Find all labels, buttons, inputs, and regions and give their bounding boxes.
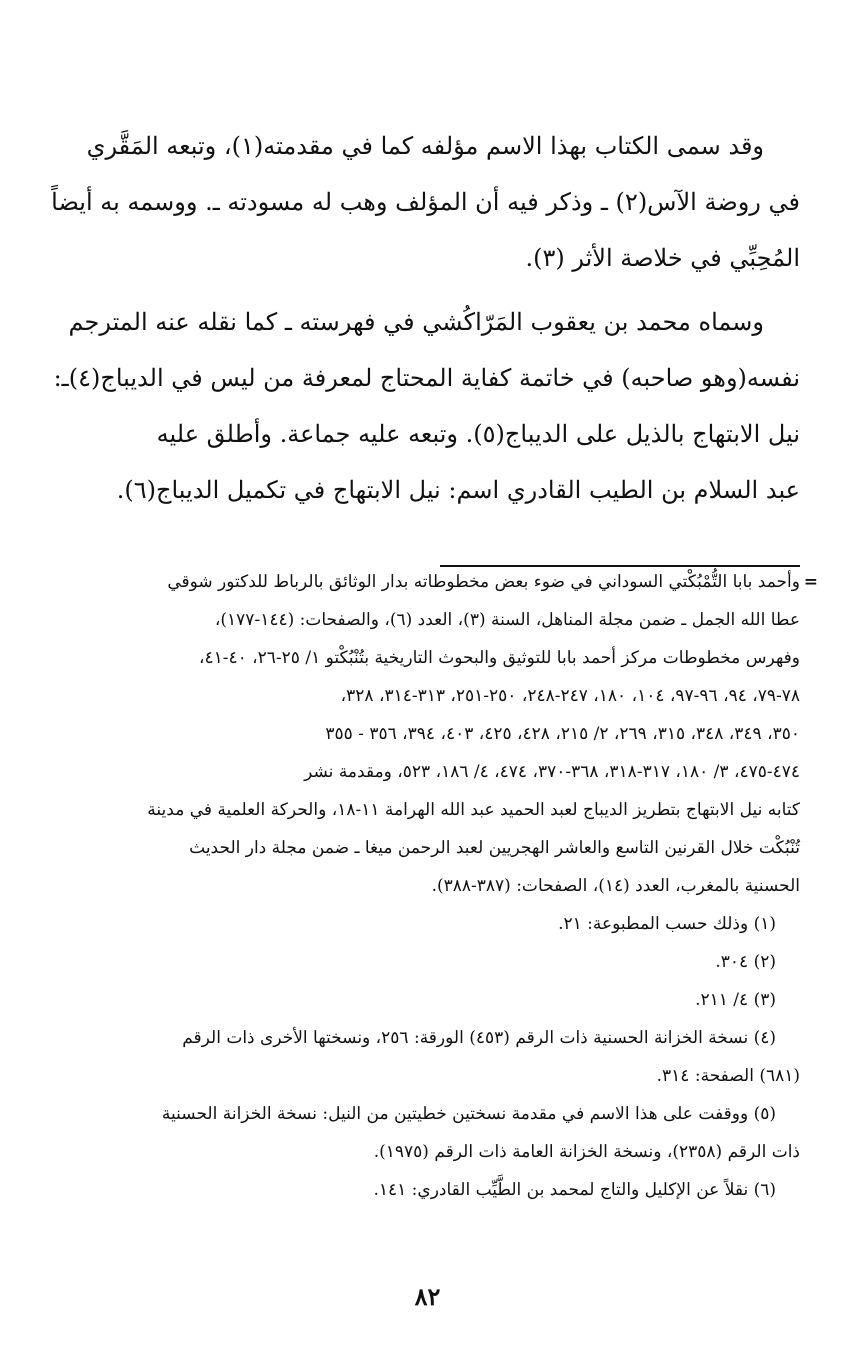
text-line: في روضة الآس(٢) ـ وذكر فيه أن المؤلف وهب له مسودته ـ. ووسمه به أيضاً <box>51 188 800 216</box>
paragraph-1 <box>51 118 800 286</box>
text-line: وقد سمى الكتاب بهذا الاسم مؤلفه كما في مقدمته(١)، وتبعه المَقَّري <box>86 132 764 160</box>
continuation-mark: = <box>803 572 818 592</box>
text-line: وسماه محمد بن يعقوب المَرّاكُشي في فهرسته ـ كما نقله عنه المترجم <box>68 308 764 336</box>
footnote-2 <box>50 943 800 981</box>
footnote-line: الحسنية بالمغرب، العدد (١٤)، الصفحات: (٣٨٧-٣٨٨). <box>431 876 800 896</box>
text-line: عبد السلام بن الطيب القادري اسم: نيل الابتهاج في تكميل الديباج(٦). <box>116 476 800 504</box>
text-line: نيل الابتهاج بالذيل على الديباج(٥). وتبعه عليه جماعة. وأطلق عليه <box>156 420 800 448</box>
footnote-line: تُنْبُكْت خلال القرنين التاسع والعاشر الهجريين لعبد الرحمن ميغا ـ ضمن مجلة دار الحديث <box>189 838 800 858</box>
text-line: المُحِبِّي في خلاصة الأثر (٣). <box>525 244 800 272</box>
footnote-line: وفهرس مخطوطات مركز أحمد بابا للتوثيق والبحوث التاريخية بتُنْبُكْتو ١/ ٢٥-٢٦، ٤٠-٤١، <box>198 648 800 668</box>
footnote-continuation <box>50 563 818 905</box>
footnote-line: ٤٧٤-٤٧٥، ٣/ ١٨٠، ٣١٧-٣١٨، ٣٦٨-٣٧٠، ٤٧٤، ٤/ ١٨٦، ٥٢٣، ومقدمة نشر <box>304 762 800 782</box>
footnote-line: عطا الله الجمل ـ ضمن مجلة المناهل، السنة (٣)، العدد (٦)، والصفحات: (١٤٤-١٧٧)، <box>214 610 800 630</box>
footnote-line: (٦) نقلاً عن الإكليل والتاج لمحمد بن الطَّيِّب القادري: ١٤١. <box>373 1180 776 1200</box>
footnote-line: ذات الرقم (٢٣٥٨)، ونسخة الخزانة العامة ذات الرقم (١٩٧٥). <box>373 1142 800 1162</box>
footnote-5 <box>50 1095 800 1171</box>
paragraph-2 <box>55 294 800 518</box>
footnote-line <box>50 563 818 601</box>
page-number: ٨٢ <box>414 1282 441 1311</box>
footnote-line: ٣٥٠، ٣٤٩، ٣٤٨، ٣١٥، ٢٦٩، ٢/ ٢١٥، ٤٢٨، ٤٢٥، ٤٠٣، ٣٩٤، ٣٥٦ - ٣٥٥ <box>325 724 800 744</box>
main-text <box>51 118 800 526</box>
footnote-line: (٢) ٣٠٤. <box>715 952 776 972</box>
text-line: نفسه(وهو صاحبه) في خاتمة كفاية المحتاج لمعرفة من ليس في الديباج(٤)ـ: <box>53 364 800 392</box>
footnote-1 <box>50 905 800 943</box>
footnote-line-text: وأحمد بابا التُّمْبُكْتي السوداني في ضوء بعض مخطوطاته بدار الوثائق بالرباط للدكتور شوقي <box>167 572 800 592</box>
footnotes <box>50 563 818 1209</box>
footnote-3 <box>50 981 800 1019</box>
footnote-line: (٣) ٤/ ٢١١. <box>695 990 776 1010</box>
footnote-line: (٦٨١) الصفحة: ٣١٤. <box>656 1066 800 1086</box>
footnote-line: كتابه نيل الابتهاج بتطريز الديباج لعبد الحميد عبد الله الهرامة ١١-١٨، والحركة العلمية في مدينة <box>147 800 800 820</box>
footnote-4 <box>50 1019 800 1095</box>
footnote-line: (١) وذلك حسب المطبوعة: ٢١. <box>558 914 776 934</box>
footnote-line: (٥) ووقفت على هذا الاسم في مقدمة نسختين خطيتين من النيل: نسخة الخزانة الحسنية <box>161 1104 776 1124</box>
footnote-line: (٤) نسخة الخزانة الحسنية ذات الرقم (٤٥٣) الورقة: ٢٥٦، ونسختها الأخرى ذات الرقم <box>182 1028 776 1048</box>
footnote-6 <box>50 1171 800 1209</box>
footnote-line: ٧٨-٧٩، ٩٤، ٩٦-٩٧، ١٠٤، ١٨٠، ٢٤٧-٢٤٨، ٢٥٠-٢٥١، ٣١٣-٣١٤، ٣٢٨، <box>340 686 800 706</box>
